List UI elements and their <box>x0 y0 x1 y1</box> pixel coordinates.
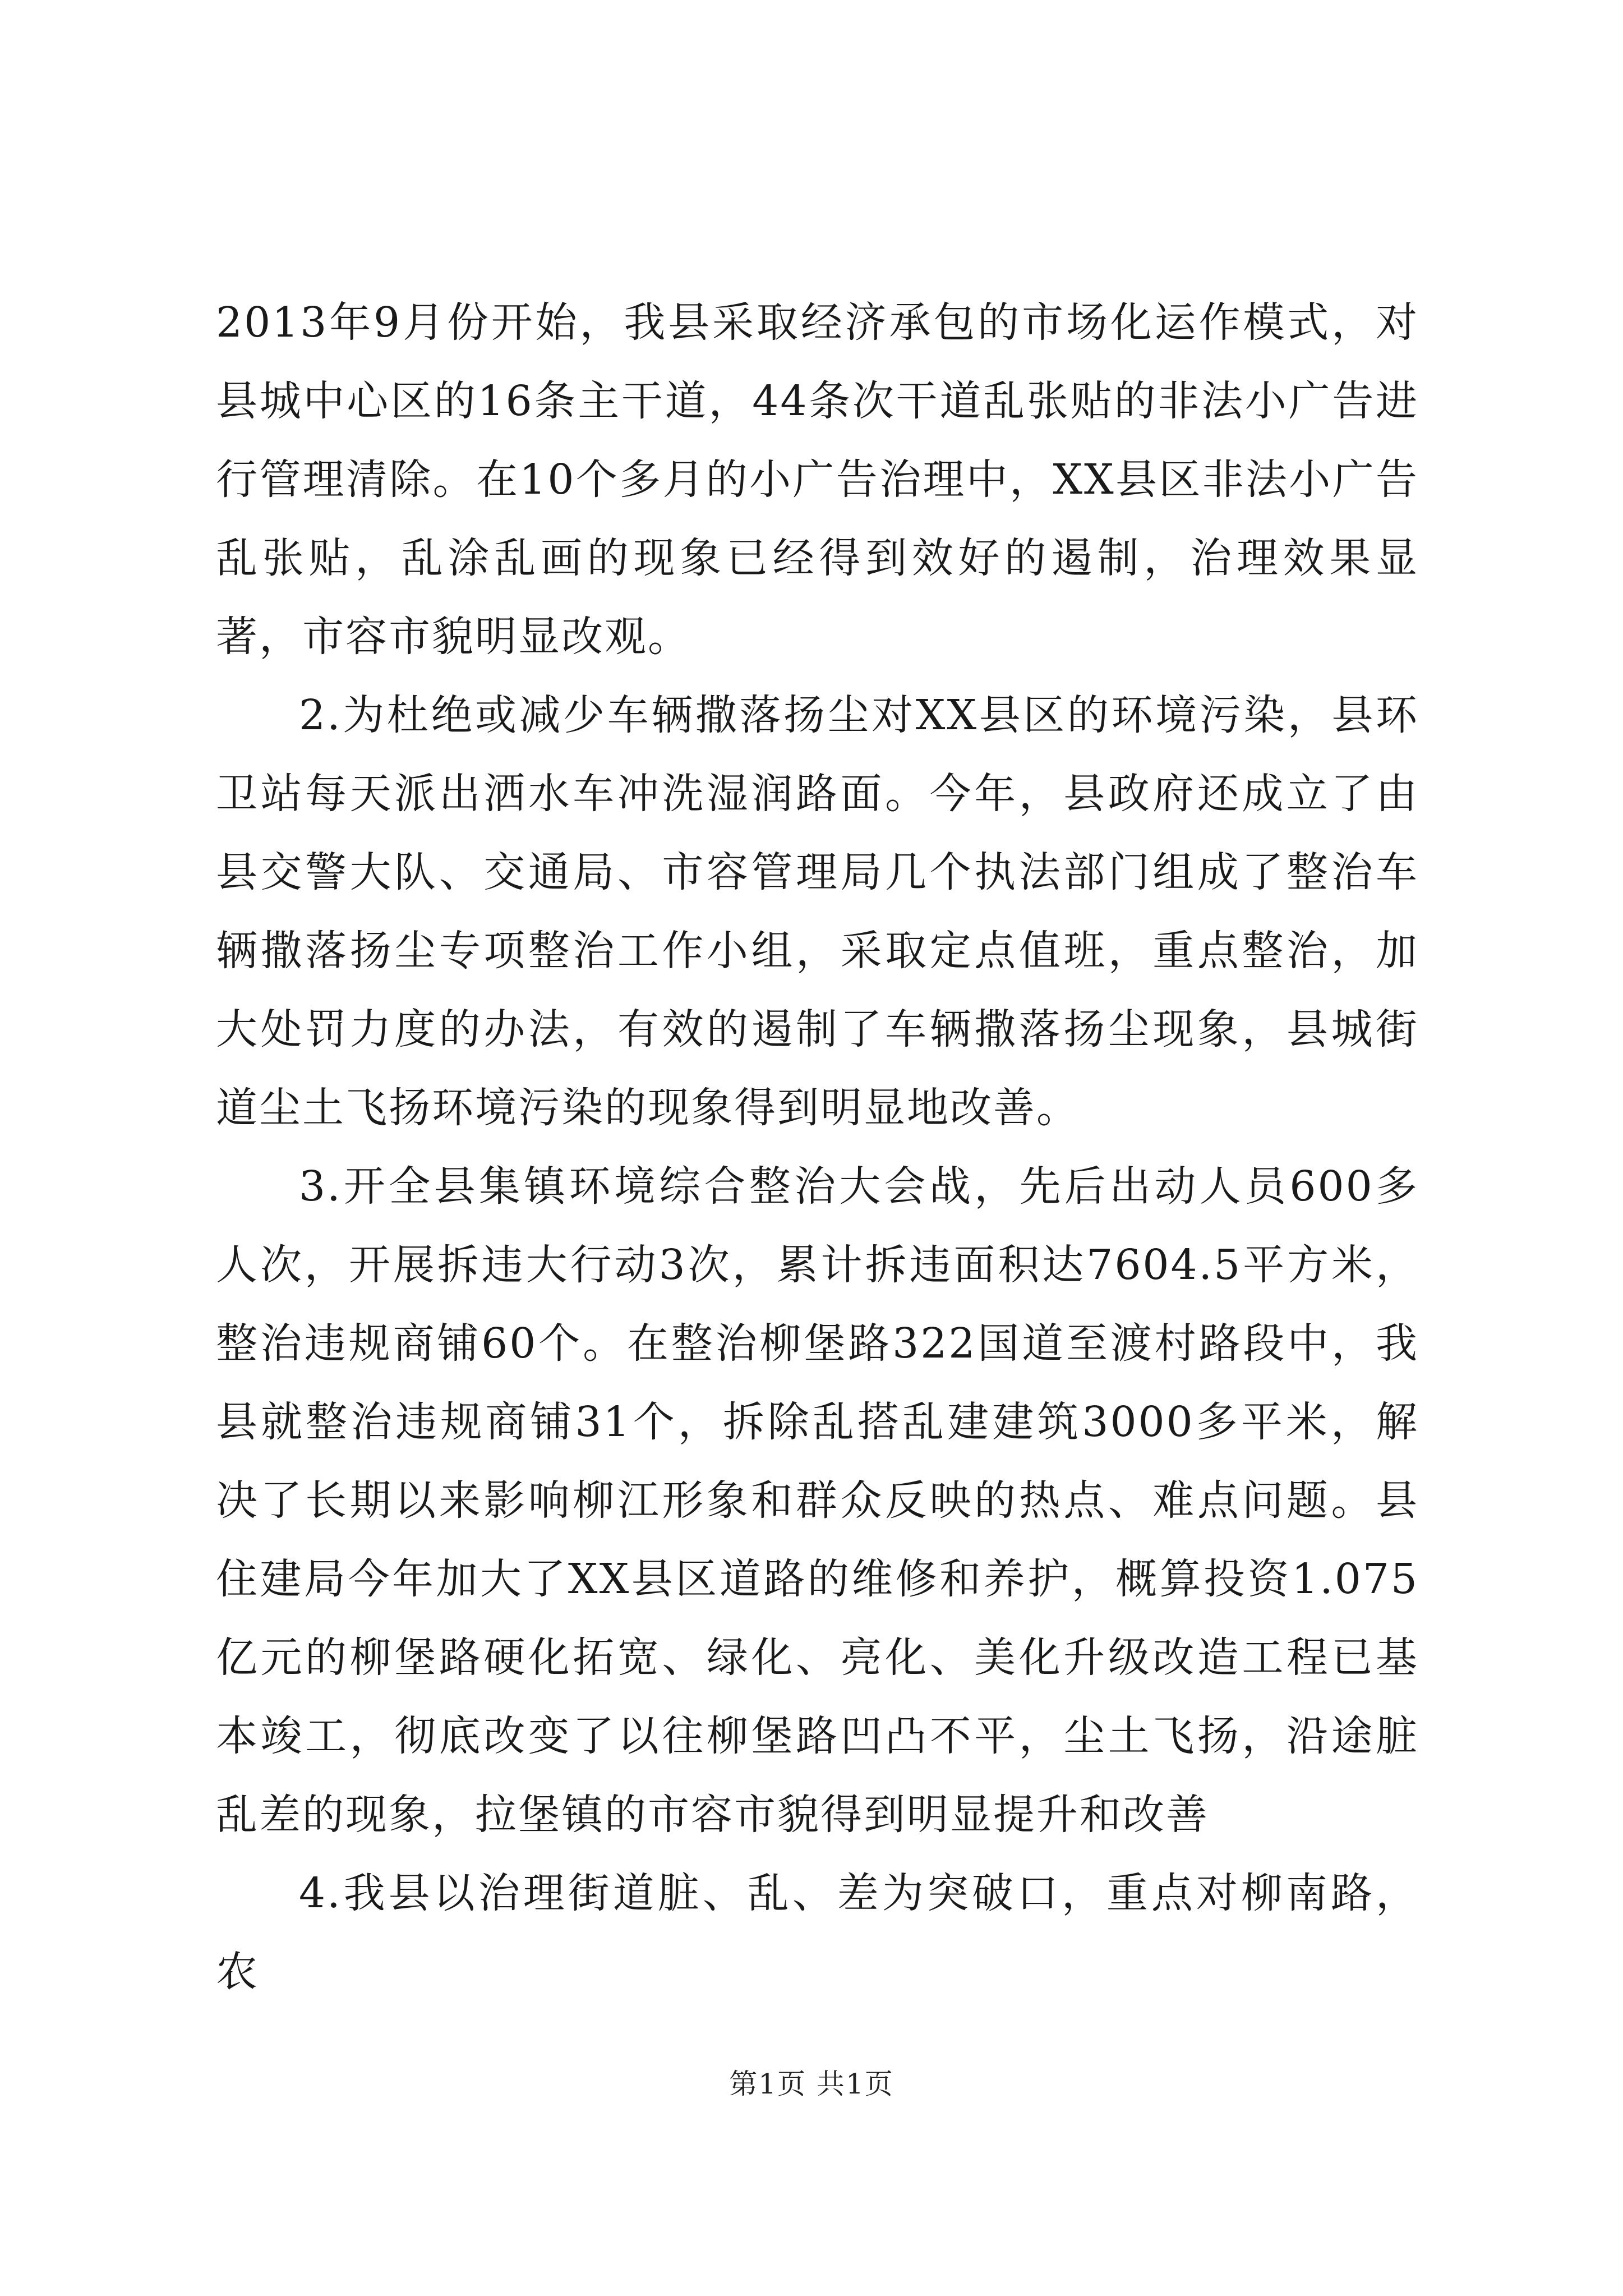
document-body <box>216 283 1419 2011</box>
paragraph-continuation: 2013年9月份开始，我县采取经济承包的市场化运作模式，对县城中心区的16条主干道，44条次干道乱张贴的非法小广告进行管理清除。在10个多月的小广告治理中，XX县区非法小广告乱张贴，乱涂乱画的现象已经得到效好的遏制，治理效果显著，市容市貌明显改观。 <box>216 298 1419 661</box>
page-footer: 第1页 共1页 <box>729 2068 894 2100</box>
paragraph-3: 3.开全县集镇环境综合整治大会战，先后出动人员600多人次，开展拆违大行动3次，累计拆违面积达7604.5平方米，整治违规商铺60个。在整治柳堡路322国道至渡村路段中，我县就整治违规商铺31个，拆除乱搭乱建建筑3000多平米，解决了长期以来影响柳江形象和群众反映的热点、难点问题。县住建局今年加大了XX县区道路的维修和养护，概算投资1.075亿元的柳堡路硬化拓宽、绿化、亮化、美化升级改造工程已基本竣工，彻底改变了以往柳堡路凹凸不平，尘土飞扬，沿途脏乱差的现象，拉堡镇的市容市貌得到明显提升和改善 <box>216 1162 1419 1839</box>
paragraph-4: 4.我县以治理街道脏、乱、差为突破口，重点对柳南路，农 <box>216 1869 1419 1996</box>
paragraph-2: 2.为杜绝或减少车辆撒落扬尘对XX县区的环境污染，县环卫站每天派出洒水车冲洗湿润路面。今年，县政府还成立了由县交警大队、交通局、市容管理局几个执法部门组成了整治车辆撒落扬尘专项整治工作小组，采取定点值班，重点整治，加大处罚力度的办法，有效的遏制了车辆撒落扬尘现象，县城街道尘土飞扬环境污染的现象得到明显地改善。 <box>216 691 1419 1132</box>
